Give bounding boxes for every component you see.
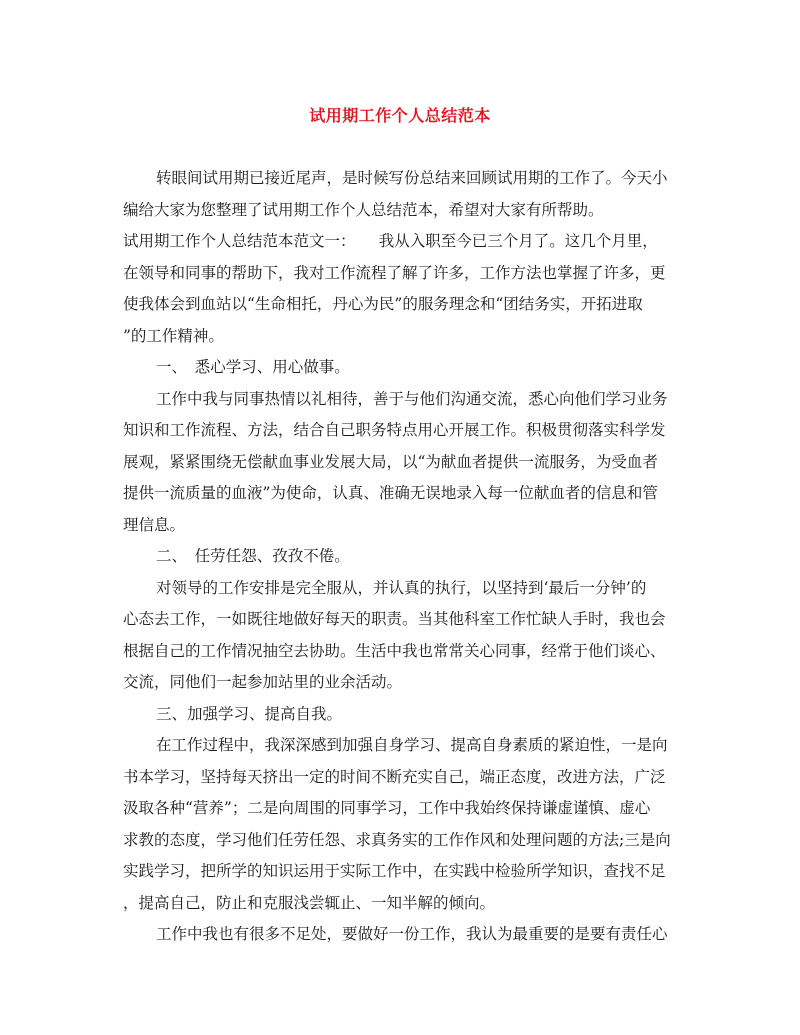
text-line: 试用期工作个人总结范本范文一： 我从入职至今已三个月了。这几个月里， [123, 232, 658, 250]
text-line: 工作中我也有很多不足处，要做好一份工作，我认为最重要的是要有责任心 [156, 925, 668, 943]
text-line: 展观，紧紧围绕无偿献血事业发展大局，以“为献血者提供一流服务，为受血者 [123, 452, 658, 471]
text-line: 使我体会到血站以“生命相托，丹心为民”的服务理念和“团结务实，开拓进取 [123, 295, 643, 313]
text-line: 在领导和同事的帮助下，我对工作流程了解了许多，工作方法也掌握了许多，更 [123, 263, 666, 282]
document-body [123, 163, 683, 951]
text-line: 理信息。 [123, 515, 186, 534]
text-line: 心态去工作，一如既往地做好每天的职责。当其他科室工作忙缺人手时，我也会 [123, 610, 666, 628]
text-line: 编给大家为您整理了试用期工作个人总结范本，希望对大家有所帮助。 [123, 200, 604, 219]
section-heading: 一、 悉心学习、用心做事。 [156, 358, 350, 376]
text-line: 转眼间试用期已接近尾声，是时候写份总结来回顾试用期的工作了。今天小 [156, 169, 668, 187]
text-line: ”的工作精神。 [123, 326, 224, 345]
text-line: 知识和工作流程、方法，结合自己职务特点用心开展工作。积极贯彻落实科学发 [123, 421, 666, 439]
section-heading: 二、 任劳任怨、孜孜不倦。 [156, 547, 350, 565]
text-line: 实践学习，把所学的知识运用于实际工作中，在实践中检验所学知识，查找不足 [123, 862, 666, 880]
text-line: 书本学习，坚持每天挤出一定的时间不断充实自己，端正态度，改进方法，广泛 [123, 767, 666, 786]
text-line: 在工作过程中，我深深感到加强自身学习、提高自身素质的紧迫性，一是向 [156, 736, 668, 754]
text-line: 汲取各种“营养”；二是向周围的同事学习，工作中我始终保持谦虚谨慎、虚心 [123, 799, 651, 817]
text-line: 根据自己的工作情况抽空去协助。生活中我也常常关心同事，经常于他们谈心、 [123, 641, 666, 660]
text-line: ，提高自己，防止和克服浅尝辄止、一知半解的倾向。 [123, 893, 496, 912]
text-line: 对领导的工作安排是完全服从，并认真的执行，以坚持到‘最后一分钟’的 [156, 578, 647, 597]
text-line: 提供一流质量的血液”为使命，认真、准确无误地录入每一位献血者的信息和管 [123, 484, 658, 502]
text-line: 求教的态度，学习他们任劳任怨、求真务实的工作作风和处理问题的方法;三是向 [123, 830, 671, 849]
document-title: 试用期工作个人总结范本 [309, 106, 491, 125]
section-heading: 三、加强学习、提高自我。 [156, 704, 343, 723]
text-line: 工作中我与同事热情以礼相待，善于与他们沟通交流，悉心向他们学习业务 [156, 389, 668, 408]
text-line: 交流，同他们一起参加站里的业余活动。 [123, 673, 403, 691]
